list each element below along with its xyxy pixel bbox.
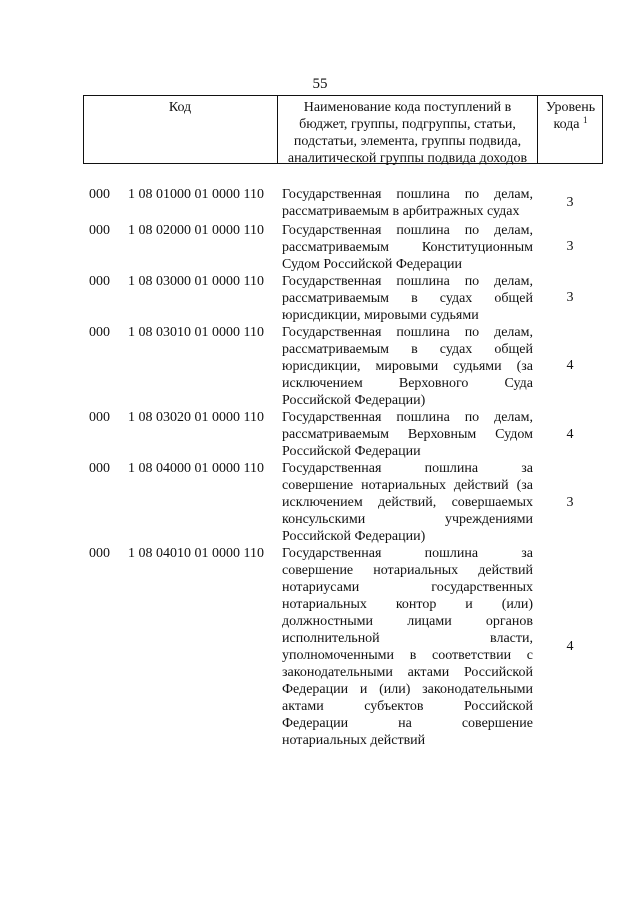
row-name-line: совершение нотариальных действий (за [282, 478, 533, 493]
row-name-line: нотариальных контор и (или) [282, 597, 533, 612]
row-name [282, 324, 533, 409]
row-name-line: исполнительной власти, [282, 631, 533, 646]
row-name-line: Государственная пошлина по делам, [282, 325, 533, 340]
row-admin-code: 000 [89, 223, 110, 238]
header-code: Код [168, 100, 192, 115]
row-name-line: Судом Российской Федерации [282, 257, 462, 272]
row-name-line: Российской Федерации) [282, 393, 426, 408]
row-budget-code: 1 08 04000 01 0000 110 [128, 461, 264, 476]
row-name-line: нотариальных действий [282, 733, 426, 748]
row-budget-code: 1 08 02000 01 0000 110 [128, 223, 264, 238]
row-name [282, 273, 533, 324]
row-level: 3 [566, 239, 574, 254]
row-name-line: рассматриваемым Верховным Судом [282, 427, 533, 442]
row-budget-code: 1 08 03020 01 0000 110 [128, 410, 264, 425]
row-name-line: рассматриваемым Конституционным [282, 240, 533, 255]
row-name-line: законодательными актами Российской [282, 665, 533, 680]
row-name [282, 409, 533, 460]
row-admin-code: 000 [89, 410, 110, 425]
header-level-line2: кода [553, 117, 580, 132]
row-name-line: совершение нотариальных действий [282, 563, 533, 578]
row-level: 4 [566, 427, 574, 442]
page-number: 55 [312, 76, 328, 92]
row-name-line: Федерации на совершение [282, 716, 533, 731]
row-name-line: рассматриваемым в арбитражных судах [282, 204, 520, 219]
row-level: 4 [566, 358, 574, 373]
row-budget-code: 1 08 04010 01 0000 110 [128, 546, 264, 561]
row-name-line: нотариусами государственных [282, 580, 533, 595]
row-name-line: Государственная пошлина по делам, [282, 274, 533, 289]
row-name-line: Российской Федерации) [282, 529, 426, 544]
row-name-line: Государственная пошлина по делам, [282, 410, 533, 425]
row-budget-code: 1 08 01000 01 0000 110 [128, 187, 264, 202]
row-admin-code: 000 [89, 274, 110, 289]
row-level: 4 [566, 639, 574, 654]
row-name-line: рассматриваемым в судах общей [282, 291, 533, 306]
row-name-line: Государственная пошлина за [282, 461, 533, 476]
row-admin-code: 000 [89, 546, 110, 561]
header-level-line1: Уровень [545, 100, 596, 115]
row-level: 3 [566, 195, 574, 210]
row-name-line: Государственная пошлина по делам, [282, 187, 533, 202]
row-budget-code: 1 08 03010 01 0000 110 [128, 325, 264, 340]
row-name-line: Российской Федерации [282, 444, 421, 459]
row-name-line: должностными лицами органов [282, 614, 533, 629]
row-name-line: Государственная пошлина по делам, [282, 223, 533, 238]
row-name [282, 222, 533, 273]
row-name-line: рассматриваемым в судах общей [282, 342, 533, 357]
row-name [282, 186, 533, 220]
row-admin-code: 000 [89, 461, 110, 476]
row-budget-code: 1 08 03000 01 0000 110 [128, 274, 264, 289]
row-name-line: Государственная пошлина за [282, 546, 533, 561]
row-name-line: консульскими учреждениями [282, 512, 533, 527]
row-name [282, 545, 533, 749]
header-level-footnote: 1 [583, 115, 588, 125]
row-name [282, 460, 533, 545]
row-name-line: Федерации и (или) законодательными [282, 682, 533, 697]
header-name: Наименование кода поступлений в бюджет, группы, подгруппы, статьи, подстатьи, элемента, группы подвида, аналитической группы подвида доходов [287, 100, 528, 166]
row-name-line: юрисдикции, мировыми судьями [282, 308, 479, 323]
row-admin-code: 000 [89, 325, 110, 340]
row-level: 3 [566, 495, 574, 510]
header-level [538, 99, 603, 133]
row-name-line: юрисдикции, мировыми судьями (за [282, 359, 533, 374]
row-name-line: исключением действий, совершаемых [282, 495, 533, 510]
row-level: 3 [566, 290, 574, 305]
row-admin-code: 000 [89, 187, 110, 202]
row-name-line: уполномоченными в соответствии с [282, 648, 533, 663]
row-name-line: исключением Верховного Суда [282, 376, 533, 391]
row-name-line: актами субъектов Российской [282, 699, 533, 714]
